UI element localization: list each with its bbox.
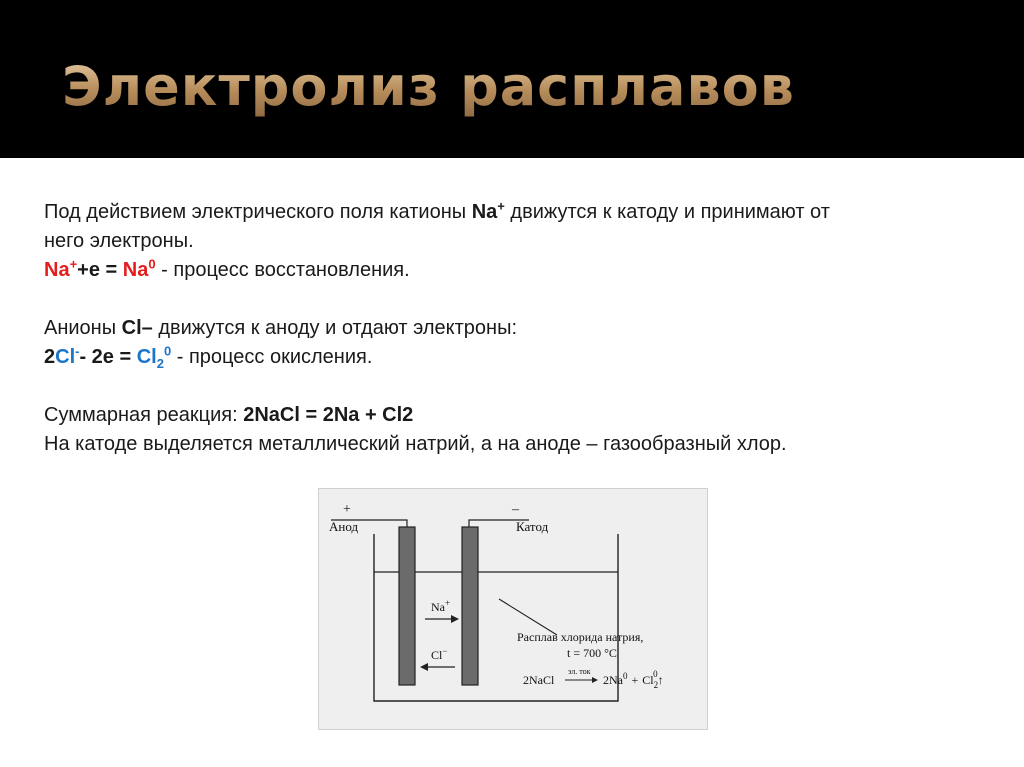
product-chlorine: Cl [642,673,654,687]
molecule-symbol: Cl [136,346,157,368]
cathode-electrode [462,527,478,685]
sodium-oxidation-state: 0 [623,671,628,681]
text-fragment: движутся к катоду и принимают от [504,201,830,223]
spacer [44,372,994,401]
chlorine-index: 2 [653,680,659,690]
summary-label: Суммарная реакция: [44,404,244,426]
ion-charge: - [75,343,80,359]
cation-arrowhead [451,615,459,623]
text-fragment: Анионы [44,317,122,339]
text-fragment: движутся к аноду и отдают электроны: [152,317,518,339]
equation-description: - процесс окисления. [171,346,373,368]
cation-symbol: Na [431,600,445,614]
text-fragment: Под действием электрического поля катионы [44,201,472,223]
anion-arrowhead [420,663,428,671]
summary-line [44,401,994,430]
cation-label [431,598,450,614]
cathode-label: Катод [516,519,549,534]
reaction-arrow-label: эл. ток [568,667,591,676]
reaction-rhs [603,669,664,690]
paragraph-cations [44,198,994,227]
ion-symbol: Cl [55,346,76,368]
equation-operator: +e = [77,259,123,281]
electrolysis-diagram-svg [319,489,707,729]
paragraph-cations-cont: него электроны. [44,230,194,252]
anion-charge: − [442,646,448,656]
cation-formula [471,198,505,223]
summary-equation: 2NaCl = 2Na + Cl2 [243,404,414,426]
anion-formula: Cl– [121,317,153,339]
ion-symbol: Na [44,259,70,281]
product-atom [122,256,156,281]
reactant-ion [44,256,78,281]
slide-title: Электролиз расплавов [62,55,795,118]
equation-description: - процесс восстановления. [155,259,410,281]
anion-label [431,646,447,662]
product-molecule [136,343,172,371]
equation-reduction [44,256,994,285]
ion-charge: + [497,198,505,214]
reaction-arrowhead [592,677,598,683]
cathode-sign: – [512,502,519,517]
paragraph-anions [44,314,994,343]
product-sodium: 2Na [603,673,623,687]
cation-charge: + [445,598,451,608]
anode-label: Анод [329,519,359,534]
electrolysis-diagram [318,488,708,730]
body-text [44,198,994,459]
reaction-lhs: 2NaCl [523,673,555,687]
anode-electrode [399,527,415,685]
oxidation-state: 0 [148,256,156,272]
equation-oxidation [44,343,994,372]
ion-symbol: Na [471,201,498,223]
molecule-index: 2 [156,356,164,371]
conclusion-line: На катоде выделяется металлический натрий, а на аноде – газообразный хлор. [44,433,787,455]
spacer [44,285,994,314]
chlorine-oxidation-state: 0 [653,669,658,679]
ion-charge: + [69,256,78,272]
reactant-ion [55,343,80,368]
title-bar [0,0,1024,158]
atom-symbol: Na [122,259,149,281]
anion-symbol: Cl [431,648,443,662]
temperature-label: t = 700 °C [567,646,617,660]
content-area [0,158,1024,767]
melt-label: Расплав хлорида натрия, [517,630,644,644]
coefficient: 2 [44,346,56,368]
equation-operator: - 2e = [79,346,137,368]
plus-sign: + [631,673,639,687]
oxidation-state: 0 [163,343,172,359]
anode-sign: + [343,502,351,517]
gas-up-arrow-icon: ↑ [657,673,664,687]
